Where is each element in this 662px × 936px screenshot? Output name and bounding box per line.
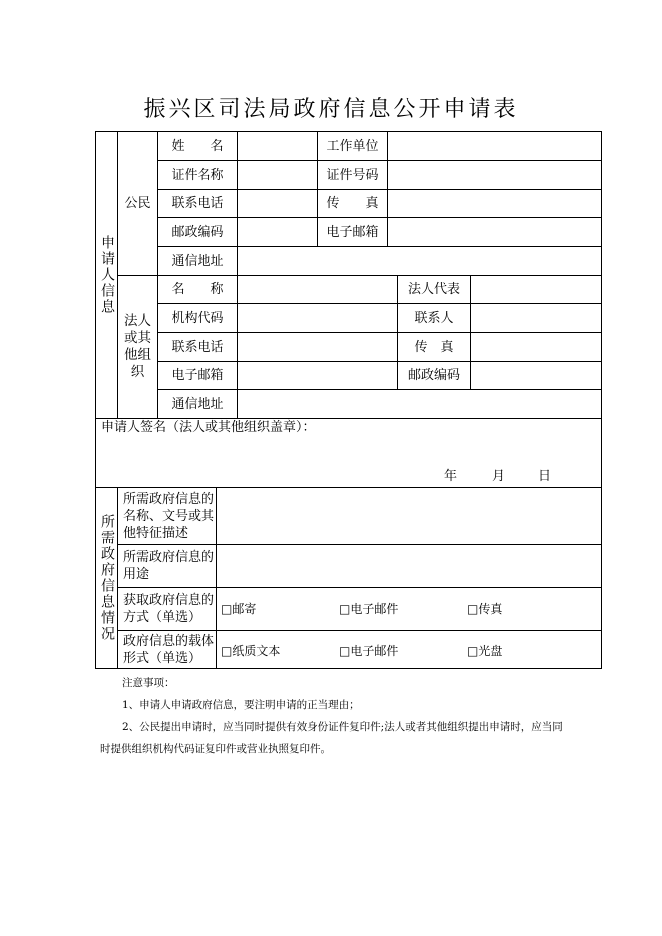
format-option-paper[interactable]: □纸质文本 [221,644,281,658]
notes-heading: 注意事项： [122,677,175,689]
citizen-id-number-field[interactable] [388,161,601,189]
org-code-label: 机构代码 [171,310,224,326]
citizen-work-unit-label: 工作单位 [326,138,379,154]
format-option-disc[interactable]: □光盘 [467,644,503,658]
org-legal-rep-label: 法人代表 [407,282,460,297]
org-phone-label: 联系电话 [171,339,224,355]
citizen-email-field[interactable] [388,218,601,246]
org-code-field[interactable] [238,304,397,332]
method-option-email[interactable]: □电子邮件 [339,602,399,616]
form-title: 振兴区司法局政府信息公开申请表 [143,97,519,122]
org-phone-field[interactable] [238,333,397,361]
method-option-fax[interactable]: □传真 [467,602,503,616]
date-day-label: 日 [538,469,552,484]
org-postcode-field[interactable] [471,362,601,389]
citizen-work-unit-field[interactable] [388,132,601,160]
request-info-label: 所需政府信息情况 [99,514,115,642]
citizen-address-field[interactable] [238,247,601,275]
notes-section [100,672,570,760]
org-contact-label: 联系人 [414,310,454,326]
citizen-phone-field[interactable] [238,190,317,217]
citizen-fax-field[interactable] [388,190,601,217]
org-name-field[interactable] [238,276,397,303]
citizen-id-number-label: 证件号码 [326,167,379,183]
org-name-label: 名 称 [171,282,224,297]
org-email-label: 电子邮箱 [171,368,224,383]
date-year-label: 年 [444,469,458,484]
citizen-address-label: 通信地址 [171,253,224,269]
citizen-name-field[interactable] [238,132,317,160]
purpose-label: 所需政府信息的用途 [123,550,215,582]
citizen-email-label: 电子邮箱 [326,224,379,240]
org-address-field[interactable] [238,390,601,418]
org-label: 法人或其他组织 [124,313,151,380]
org-fax-field[interactable] [471,333,601,361]
method-option-mail[interactable]: □邮寄 [221,602,257,616]
org-fax-label: 传 真 [414,339,454,355]
signature-field[interactable] [96,438,601,468]
info-desc-field[interactable] [217,488,601,544]
citizen-name-label: 姓 名 [171,138,224,154]
signature-label: 申请人签名（法人或其他组织盖章）： [101,420,316,435]
format-option-email[interactable]: □电子邮件 [339,644,399,658]
citizen-id-type-field[interactable] [238,161,317,189]
citizen-label: 公民 [124,196,151,211]
notes-item-2: 2、公民提出申请时，应当同时提供有效身份证件复印件;法人或者其他组织提出申请时，应当同时提供组织机构代码证复印件或营业执照复印件。 [100,721,563,755]
info-desc-label: 所需政府信息的名称、文号或其他特征描述 [123,491,215,541]
org-contact-field[interactable] [471,304,601,332]
org-email-field[interactable] [238,362,397,389]
citizen-postcode-field[interactable] [238,218,317,246]
date-month-label: 月 [492,469,506,484]
citizen-id-type-label: 证件名称 [171,167,224,183]
format-label: 政府信息的载体形式（单选） [123,633,215,666]
citizen-fax-label: 传 真 [326,196,379,211]
citizen-phone-label: 联系电话 [171,196,224,211]
purpose-field[interactable] [217,545,601,587]
org-postcode-label: 邮政编码 [407,368,460,383]
notes-item-1: 1、申请人申请政府信息，要注明申请的正当理由； [122,699,360,711]
citizen-postcode-label: 邮政编码 [171,224,224,240]
method-label: 获取政府信息的方式（单选） [123,593,215,625]
applicant-info-label: 申请人信息 [99,235,115,315]
org-legal-rep-field[interactable] [471,276,601,303]
org-address-label: 通信地址 [171,396,224,412]
